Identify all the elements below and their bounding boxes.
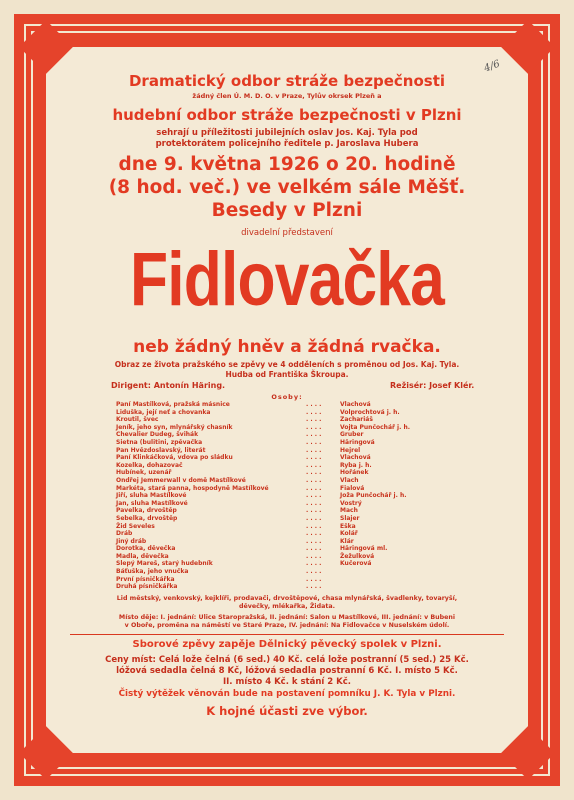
- cast-role: Dráb: [116, 530, 133, 538]
- leader-dots: . . . .: [306, 446, 322, 454]
- cast-role: Jeník, jeho syn, mlynářský chasník: [116, 423, 233, 431]
- patronage-line-2: protektorátem policejního ředitele p. Jaroslava Hubera: [155, 139, 419, 149]
- border-stripe: [31, 31, 33, 769]
- cast-role: Sebelka, drvoštěp: [116, 514, 178, 522]
- crowd-line-2: děvečky, mlékařka, Židata.: [239, 603, 335, 610]
- cast-actor: Fialová: [340, 484, 365, 492]
- prices-line-1: Ceny míst: Celá lože čelná (6 sed.) 40 Kč. celá lože postranní (5 sed.) 25 Kč.: [105, 655, 469, 665]
- leader-dots: . . . .: [306, 568, 322, 576]
- cast-role: První písničkářka: [116, 575, 175, 583]
- cast-actor: Žežulková: [340, 552, 375, 560]
- director-credit: Režisér: Josef Klér.: [390, 381, 475, 390]
- cast-actor: Zachariáš: [340, 416, 373, 424]
- cast-role: Paní Klinkáčková, vdova po sládku: [116, 454, 233, 462]
- cast-role: Pan Hvězdoslavský, literát: [116, 446, 206, 454]
- leader-dots: . . . .: [306, 431, 322, 439]
- choir-line: Sborové zpěvy zapěje Dělnický pěvecký spolek v Plzni.: [132, 639, 442, 650]
- leader-dots: . . . .: [306, 560, 322, 568]
- date-line-1: dne 9. května 1926 o 20. hodině: [118, 154, 456, 175]
- crowd-line-1: Lid městský, venkovský, kejklíři, prodavači, drvoštěpové, chasa mlynářská, švadlenky, tovaryší,: [116, 595, 458, 602]
- intro-line: divadelní představení: [241, 228, 333, 238]
- cast-role: Žid Seveles: [116, 522, 155, 530]
- cast-role: Kozelka, dohazovač: [116, 461, 183, 469]
- leader-dots: . . . .: [306, 476, 322, 484]
- cast-role: Madla, děvečka: [116, 552, 169, 560]
- venue-line: Besedy v Plzni: [211, 200, 363, 221]
- leader-dots: . . . .: [306, 401, 322, 408]
- cast-actor: Gruber: [340, 431, 364, 439]
- border-stripe: [24, 24, 550, 26]
- cast-actor: Joža Punčochář j. h.: [340, 492, 407, 500]
- border-stripe: [541, 31, 543, 769]
- cast-dots-column: [306, 401, 321, 591]
- cast-role: Ondřej Jemmerwall v domě Mastílkové: [116, 476, 246, 484]
- cast-role: Báťuška, jeho vnučka: [116, 568, 189, 576]
- proceeds-line: Čistý výtěžek věnován bude na postavení pomníku J. K. Tyla v Plzni.: [118, 689, 456, 699]
- cast-actor: Häringová ml.: [340, 545, 388, 553]
- scenes-line-2: v Oboře, proměna na náměstí ve Staré Praze, IV. jednání: Na Fidlovačce v Nuselském údolí.: [124, 622, 450, 629]
- leader-dots: . . . .: [306, 537, 322, 545]
- leader-dots: . . . .: [306, 575, 322, 583]
- leader-dots: . . . .: [306, 408, 322, 416]
- conductor-credit: Dirigent: Antonín Häring.: [111, 381, 226, 390]
- section-divider: [70, 634, 504, 635]
- cast-actor: Klár: [340, 537, 354, 545]
- leader-dots: . . . .: [306, 454, 322, 462]
- border-stripe: [548, 24, 550, 776]
- cast-actors-list: [340, 401, 410, 568]
- cast-actor: Kučerová: [340, 560, 372, 568]
- play-subtitle: neb žádný hněv a žádná rvačka.: [133, 337, 441, 357]
- closing-line: K hojné účasti zve výbor.: [206, 704, 368, 718]
- leader-dots: . . . .: [306, 423, 322, 431]
- leader-dots: . . . .: [306, 469, 322, 477]
- cast-actor: Vlach: [340, 476, 359, 484]
- cast-role: Jiří, sluha Mastílkové: [116, 492, 187, 500]
- cast-role: Pavelka, drvoštěp: [116, 507, 177, 515]
- border-stripe: [24, 24, 26, 776]
- leader-dots: . . . .: [306, 522, 322, 530]
- leader-dots: . . . .: [306, 507, 322, 515]
- border-stripe: [31, 31, 543, 33]
- cast-actor: Vlachová: [340, 454, 371, 462]
- cast-actor: Mach: [340, 507, 358, 515]
- header-line-2: žádný člen Ú. M. D. O. v Praze, Tylův okrsek Plzeň a: [192, 92, 382, 100]
- prices-line-3: II. místo 4 Kč. k stání 2 Kč.: [222, 677, 351, 687]
- leader-dots: . . . .: [306, 492, 322, 500]
- cast-roles-list: [116, 401, 269, 591]
- border-stripe: [24, 774, 550, 776]
- cast-actor: Slajer: [340, 514, 360, 522]
- leader-dots: . . . .: [306, 499, 322, 507]
- border-stripe: [31, 767, 543, 769]
- header-line-1: Dramatický odbor stráže bezpečnosti: [128, 72, 446, 90]
- cast-role: Dorotka, děvečka: [116, 545, 176, 553]
- leader-dots: . . . .: [306, 461, 322, 469]
- cast-actor: Häringová: [340, 438, 375, 446]
- patronage-line-1: sehrají u příležitosti jubilejních oslav Jos. Kaj. Tyla pod: [156, 128, 418, 138]
- leader-dots: . . . .: [306, 484, 322, 492]
- leader-dots: . . . .: [306, 530, 322, 538]
- cast-actor: Eška: [340, 522, 356, 530]
- description-line-2: Hudba od Františka Škroupa.: [225, 370, 349, 379]
- leader-dots: . . . .: [306, 416, 322, 424]
- cast-role: Markéta, stará panna, hospodyně Mastílkové: [116, 484, 269, 492]
- leader-dots: . . . .: [306, 583, 322, 591]
- cast-actor: Ryba j. h.: [340, 461, 372, 469]
- cast-role: Kroutil, švec: [116, 416, 159, 424]
- cast-role: Liduška, její neť a chovanka: [116, 408, 211, 416]
- cast-role: Paní Mastílková, pražská másnice: [116, 401, 230, 408]
- cast-header: Osoby:: [271, 393, 303, 401]
- cast-role: Chevalier Dudeg, švihák: [116, 431, 199, 439]
- cast-actor: Hořánek: [340, 469, 369, 477]
- leader-dots: . . . .: [306, 545, 322, 553]
- cast-actor: Volprochtová j. h.: [340, 408, 400, 416]
- cast-actor: Vostrý: [340, 499, 362, 507]
- leader-dots: . . . .: [306, 438, 322, 446]
- leader-dots: . . . .: [306, 552, 322, 560]
- cast-role: Jan, sluha Mastílkové: [116, 499, 188, 507]
- date-line-2: (8 hod. več.) ve velkém sále Měšť.: [108, 177, 466, 198]
- handwritten-mark: 4/6: [482, 58, 502, 75]
- cast-role: Slepý Mareš, starý hudebník: [116, 560, 213, 568]
- cast-actor: Vlachová: [340, 401, 371, 408]
- header-line-3: hudební odbor stráže bezpečnosti v Plzni: [112, 106, 462, 124]
- cast-actor: Hejrel: [340, 446, 361, 454]
- cast-role: Druhá písničkářka: [116, 583, 178, 591]
- prices-line-2: lóžová sedadla čelná 8 Kč, lóžová sedadla postranní 6 Kč. I. místo 5 Kč.: [116, 666, 458, 676]
- cast-role: Sietna (bulitini, zpěvačka: [116, 438, 203, 446]
- cast-role: Hubínek, uzenář: [116, 469, 172, 477]
- scenes-line-1: Místo děje: I. jednání: Ulice Staropražská, II. jednání: Salon u Mastílkové, III. jednání: v Bubeni: [118, 614, 456, 621]
- description-line-1: Obraz ze života pražského se zpěvy ve 4 odděleních s proměnou od Jos. Kaj. Tyla.: [114, 360, 460, 369]
- play-title: Fidlovačka: [130, 237, 444, 322]
- cast-actor: Kolář: [340, 530, 358, 538]
- cast-actor: Vojta Punčochář j. h.: [340, 423, 411, 431]
- leader-dots: . . . .: [306, 514, 322, 522]
- cast-role: Jiný dráb: [116, 537, 147, 545]
